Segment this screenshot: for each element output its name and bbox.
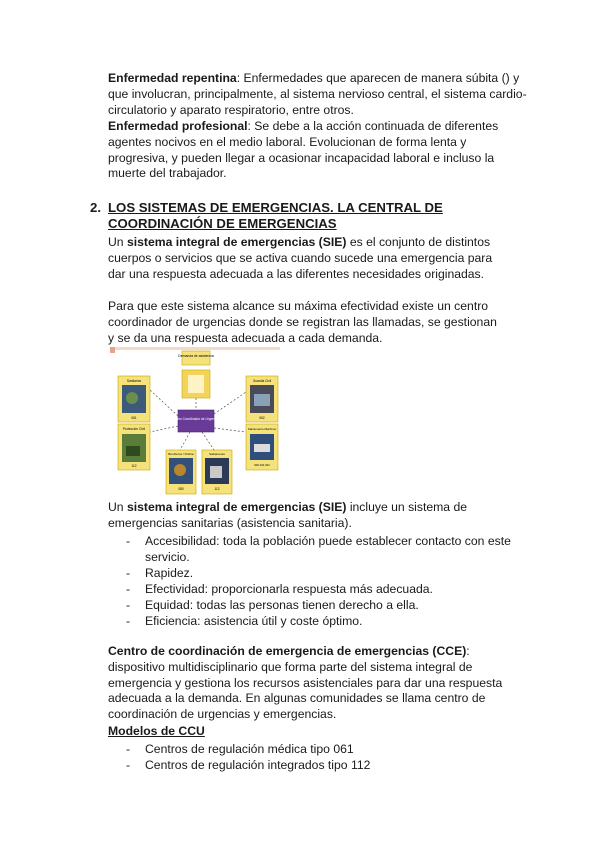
list-item-text: Centros de regulación médica tipo 061 <box>145 742 354 756</box>
list-dash: - <box>126 534 131 548</box>
node-sanitarios-photo-detail <box>126 392 138 404</box>
definition-text: es el conjunto de distintos cuerpos o servicios que se activa cuando sucede una emergencia para dar una respuesta adecuada a las diferentes necesidades originadas. <box>108 235 493 281</box>
center-label: Centro Coordinador de Urgencias <box>172 417 220 421</box>
node-salvamento-label: Salvamento <box>209 452 225 456</box>
demand-label: Demanda de asistencia <box>178 354 214 358</box>
node-bomberos-label: Bomberos / Policía <box>168 452 194 456</box>
term-cce: Centro de coordinación de emergencia de emergencias (CCE) <box>108 644 467 658</box>
node-bomberos-number: 080 <box>178 487 184 491</box>
node-guardia-civil-photo-detail <box>254 394 270 406</box>
list-item-text: Eficiencia: asistencia útil y coste óptimo. <box>145 614 363 628</box>
node-guardia-civil-number: 062 <box>259 416 265 420</box>
node-proteccion-civil-photo-detail <box>126 446 140 456</box>
list-item-text: Rapidez. <box>145 566 194 580</box>
list-item <box>126 581 526 597</box>
center-box <box>178 410 214 432</box>
node-guardia-civil-label: Guardia Civil <box>252 379 272 383</box>
list-item-text: Equidad: todas las personas tienen derecho a ella. <box>145 598 419 612</box>
sie-characteristics-list <box>126 533 526 629</box>
paragraph-enfermedad-profesional <box>108 119 528 182</box>
list-item <box>126 533 526 565</box>
term-sie: sistema integral de emergencias (SIE) <box>126 500 347 514</box>
definition-text: : Se debe a la acción continuada de diferentes agentes nocivos en el medio laboral. Evolucionan de forma lenta y progresiva, y pueden llegar a ocasionar incapacidad laboral e incluso la muerte del trabajador. <box>108 119 499 181</box>
list-dash: - <box>126 742 131 756</box>
list-item <box>126 613 526 629</box>
term-enfermedad-profesional: Enfermedad profesional <box>108 119 248 133</box>
definition-text: : dispositivo multidisciplinario que forma parte del sistema integral de emergencia y gestiona los recursos asistenciales para dar una respuesta adecuada a la demanda. En algunas comunidades se llama centro de coordinación de urgencias y emergencias. <box>108 644 503 722</box>
text-prefix: Un <box>108 500 127 514</box>
emergency-system-diagram <box>110 348 282 496</box>
list-dash: - <box>126 582 131 596</box>
diagram-graphic <box>110 348 282 496</box>
list-dash: - <box>126 758 131 772</box>
demand-image-inner <box>188 375 204 393</box>
list-item <box>126 741 526 757</box>
term-sie: sistema integral de emergencias (SIE) <box>126 235 347 249</box>
node-bomberos-photo-detail <box>174 464 186 476</box>
node-sanitarios-number: 061 <box>131 416 137 420</box>
ccu-models-title: Modelos de CCU <box>108 724 205 738</box>
term-enfermedad-repentina: Enfermedad repentina <box>108 71 237 85</box>
list-dash: - <box>126 566 131 580</box>
definition-text: incluye un sistema de emergencias sanitarias (asistencia sanitaria). <box>108 500 468 530</box>
list-dash: - <box>126 598 131 612</box>
list-item-text: Efectividad: proporcionarla respuesta más adecuada. <box>145 582 433 596</box>
paragraph-enfermedad-repentina <box>108 71 528 118</box>
node-sanitarios-label: Sanitarios <box>126 379 142 383</box>
paragraph-sie-sanitario <box>108 500 528 532</box>
section-title: LOS SISTEMAS DE EMERGENCIAS. LA CENTRAL DE COORDINACIÓN DE EMERGENCIAS <box>108 200 443 231</box>
node-salvamento-photo-detail <box>210 466 222 478</box>
paragraph-cce <box>108 644 508 723</box>
node-proteccion-civil-label: Protección Civil <box>123 427 145 431</box>
list-item-text: Accesibilidad: toda la población puede establecer contacto con este servicio. <box>145 534 511 564</box>
ccu-models-list <box>126 741 526 773</box>
list-item <box>126 565 526 581</box>
paragraph-centro-coordinador: Para que este sistema alcance su máxima efectividad existe un centro coordinador de urgencias donde se registran las llamadas, se gestionan y se da una respuesta adecuada a cada demanda. <box>108 299 497 345</box>
node-salvamento-maritimo-label: Salvamento Marítimo <box>247 427 277 431</box>
list-item <box>126 597 526 613</box>
list-item <box>126 757 526 773</box>
node-salvamento-maritimo-number: 900 202 202 <box>254 463 270 467</box>
node-salvamento-number: 112 <box>214 487 220 491</box>
list-item-text: Centros de regulación integrados tipo 112 <box>145 758 371 772</box>
node-proteccion-civil-number: 112 <box>131 464 137 468</box>
definition-text: : Enfermedades que aparecen de manera súbita () y que involucran, principalmente, al sistema nervioso central, el sistema cardio-circulatorio y aparato respiratorio, entre otros. <box>108 71 527 117</box>
node-salvamento-maritimo-photo-detail <box>254 444 270 452</box>
text-prefix: Un <box>108 235 127 249</box>
section-number: 2. <box>90 200 101 215</box>
paragraph-sie-definition <box>108 235 498 282</box>
list-dash: - <box>126 614 131 628</box>
